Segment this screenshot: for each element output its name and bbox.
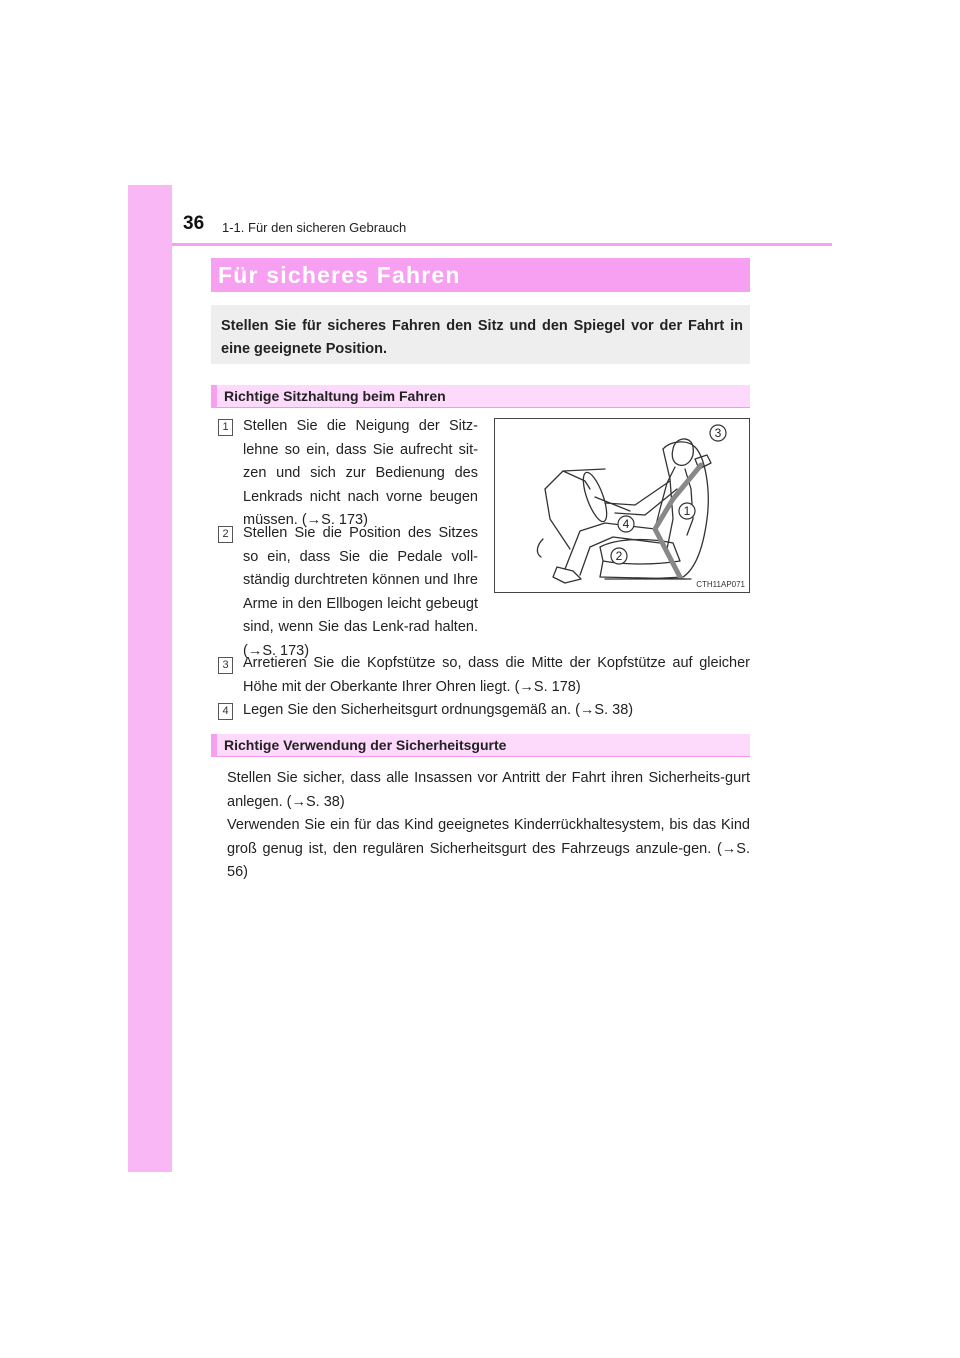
section-heading-seating (211, 385, 750, 408)
callout-label-1: 1 (683, 504, 691, 518)
step-number-2: 2 (218, 526, 233, 543)
figure-code: CTH11AP071 (696, 580, 745, 589)
seatbelt-paragraph-2: Verwenden Sie ein für das Kind geeignetes Kinderrückhaltesystem, bis das Kind groß genug ist, den regulären Sicherheitsgurt des Fahrzeugs anzule-gen. (→S. 56) (227, 817, 750, 880)
step-text-4: Legen Sie den Sicherheitsgurt ordnungsgemäß an. (→S. 38) (243, 702, 634, 718)
driver-seat-drawing (495, 419, 749, 592)
page-title-bar (211, 258, 750, 292)
page-number: 36 (183, 213, 205, 234)
step-number-4: 4 (218, 703, 233, 720)
side-color-band (128, 185, 172, 1172)
section-heading-text: Richtige Verwendung der Sicherheitsgurte (224, 737, 507, 753)
page-title: Für sicheres Fahren (218, 262, 461, 288)
callout-label-4: 4 (622, 517, 630, 531)
step-text-3: Arretieren Sie die Kopfstütze so, dass die Mitte der Kopfstütze auf gleicher Höhe mit der Oberkante Ihrer Ohren liegt. (→S. 178) (243, 655, 750, 695)
callout-label-3: 3 (714, 426, 722, 440)
step-number-3: 3 (218, 657, 233, 674)
seating-position-illustration (494, 418, 750, 593)
step-text-1: Stellen Sie die Neigung der Sitz-lehne so ein, dass Sie aufrecht sit-zen und sich zur Bedienung des Lenkrads nicht nach vorne beugen müssen. (→S. 173) (243, 418, 478, 528)
section-heading-seatbelts (211, 734, 750, 757)
callout-label-2: 2 (615, 549, 623, 563)
seatbelt-paragraph-1: Stellen Sie sicher, dass alle Insassen vor Antritt der Fahrt ihren Sicherheits-gurt anlegen. (→S. 38) (227, 770, 750, 810)
intro-box (211, 305, 750, 364)
section-heading-text: Richtige Sitzhaltung beim Fahren (224, 388, 446, 404)
intro-text: Stellen Sie für sicheres Fahren den Sitz und den Spiegel vor der Fahrt in eine geeignete Position. (221, 318, 743, 357)
chapter-title: 1-1. Für den sicheren Gebrauch (222, 220, 407, 235)
step-number-1: 1 (218, 419, 233, 436)
step-text-2: Stellen Sie die Position des Sitzes so ein, dass Sie die Pedale voll-ständig durchtreten können und Ihre Arme in den Ellbogen leicht gebeugt sind, wenn Sie das Lenk-rad halten. (→S. 173) (243, 525, 478, 659)
header-rule (172, 243, 832, 246)
